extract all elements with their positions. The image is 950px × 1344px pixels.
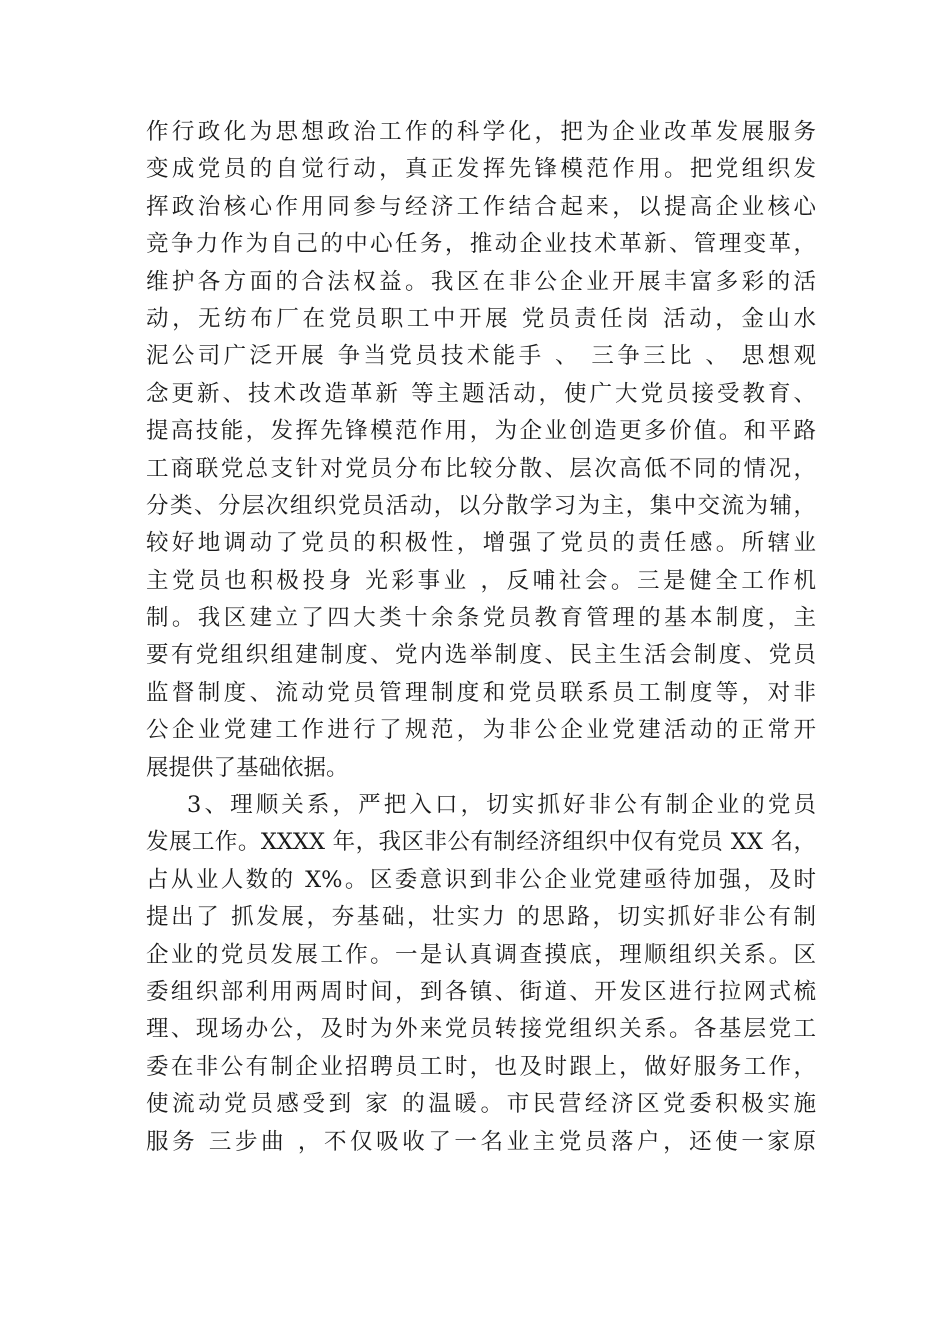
text-line: 3、理顺关系，严把入口，切实抓好非公有制企业的党员 [146,792,816,819]
text-line: 较好地调动了党员的积极性，增强了党员的责任感。所辖业 [146,530,816,557]
text-line: 委组织部利用两周时间，到各镇、街道、开发区进行拉网式梳 [146,978,816,1005]
text-line: 提出了 抓发展，夯基础，壮实力 的思路，切实抓好非公有制 [146,904,816,931]
text-line: 竞争力作为自己的中心任务，推动企业技术革新、管理变革， [146,231,816,258]
text-line: 要有党组织组建制度、党内选举制度、民主生活会制度、党员 [146,642,816,669]
text-line: 念更新、技术改造革新 等主题活动，使广大党员接受教育、 [146,380,816,407]
text-line: 服务 三步曲 ，不仅吸收了一名业主党员落户，还使一家原 [146,1128,816,1155]
text-line: 动，无纺布厂在党员职工中开展 党员责任岗 活动，金山水 [146,305,816,332]
text-line: 占从业人数的 X%。区委意识到非公企业党建亟待加强，及时 [146,866,816,893]
text-line: 委在非公有制企业招聘员工时，也及时跟上，做好服务工作， [146,1053,816,1080]
text-line: 挥政治核心作用同参与经济工作结合起来，以提高企业核心 [146,193,816,220]
text-line: 维护各方面的合法权益。我区在非公企业开展丰富多彩的活 [146,268,816,295]
text-line: 理、现场办公，及时为外来党员转接党组织关系。各基层党工 [146,1016,816,1043]
text-line: 主党员也积极投身 光彩事业 ，反哺社会。三是健全工作机 [146,567,816,594]
paragraph-2 [146,787,816,1161]
text-line: 泥公司广泛开展 争当党员技术能手 、 三争三比 、 思想观 [146,343,816,370]
text-line: 展提供了基础依据。 [146,754,349,781]
body-text [146,114,816,1161]
text-line: 企业的党员发展工作。一是认真调查摸底，理顺组织关系。区 [146,941,816,968]
paragraph-1 [146,114,816,787]
text-line: 提高技能，发挥先锋模范作用，为企业创造更多价值。和平路 [146,418,816,445]
text-line: 制。我区建立了四大类十余条党员教育管理的基本制度，主 [146,605,816,632]
text-line: 工商联党总支针对党员分布比较分散、层次高低不同的情况， [146,455,816,482]
text-line: 公企业党建工作进行了规范，为非公企业党建活动的正常开 [146,717,816,744]
text-line: 发展工作。XXXX 年，我区非公有制经济组织中仅有党员 XX 名， [146,829,816,856]
text-line: 作行政化为思想政治工作的科学化，把为企业改革发展服务 [146,119,816,145]
text-line: 分类、分层次组织党员活动，以分散学习为主，集中交流为辅， [146,492,816,519]
text-line: 监督制度、流动党员管理制度和党员联系员工制度等，对非 [146,679,816,706]
text-line: 使流动党员感受到 家 的温暖。市民营经济区党委积极实施 [146,1091,816,1118]
text-line: 变成党员的自觉行动，真正发挥先锋模范作用。把党组织发 [146,156,816,183]
